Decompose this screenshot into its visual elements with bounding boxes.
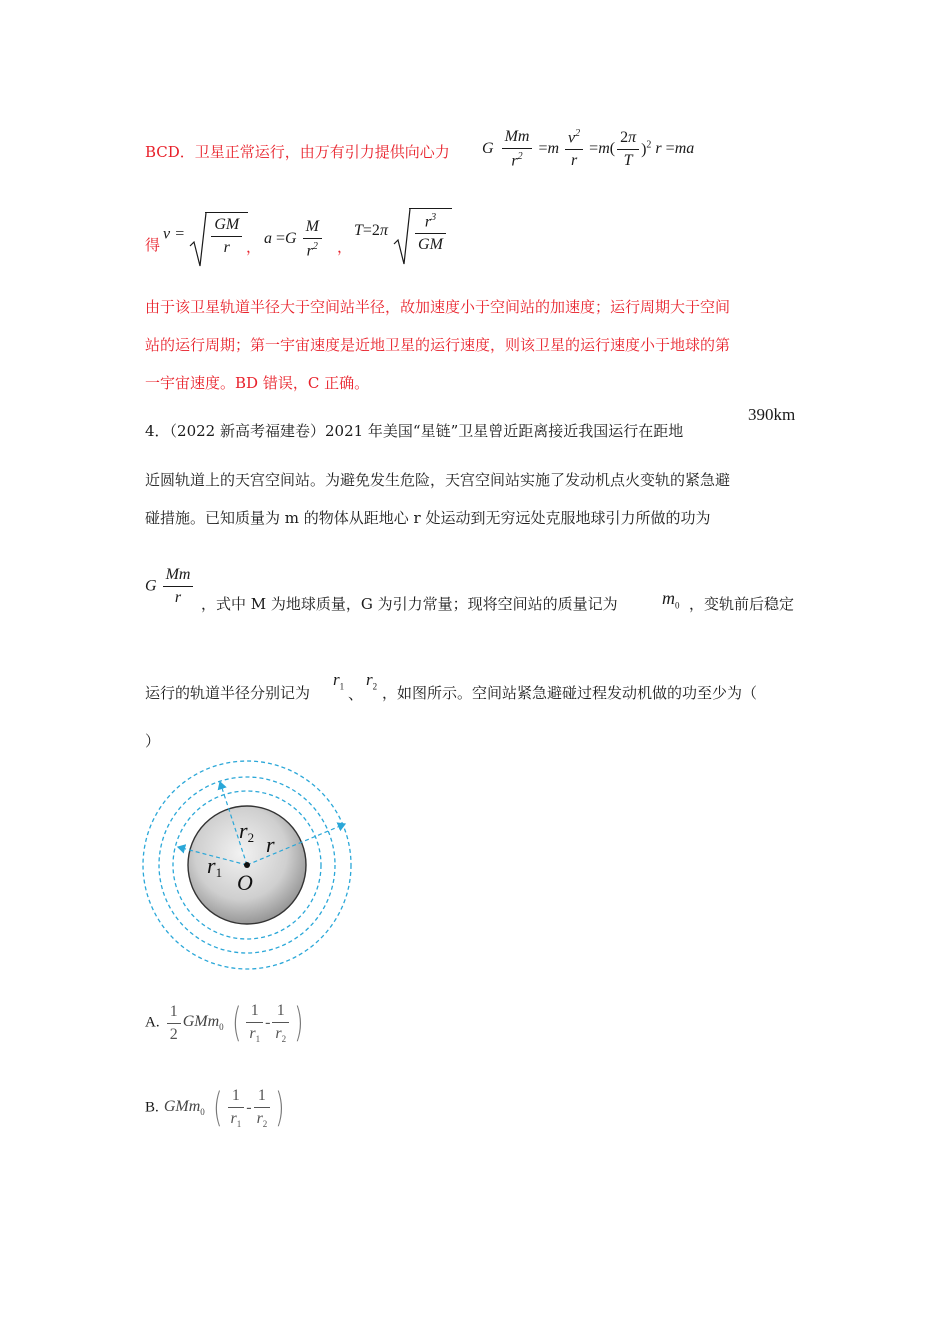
center-point	[244, 862, 250, 868]
question-line-5	[145, 683, 310, 703]
comma-1: ，	[246, 238, 262, 256]
question-distance: 390km	[748, 405, 796, 424]
diagram-label-r2: r2	[239, 818, 255, 845]
answer-paragraph-line-3: 一宇宙速度。BD 错误，C 正确。	[145, 374, 370, 392]
answer-paragraph-line-1: 由于该卫星轨道半径大于空间站半径，故加速度小于空间站的加速度；运行周期大于空间	[145, 298, 731, 316]
question-line-4	[201, 594, 618, 614]
work-formula: G $\frac{Mm}{r}$	[145, 566, 195, 607]
m0-symbol: $m_0$	[662, 588, 680, 611]
option-b-letter: B.	[145, 1099, 159, 1116]
derived-formulas-line	[145, 235, 160, 255]
question-line-1: 4．（2022 新高考福建卷）2021 年美国“星链”卫星曾近距离接近我国运行在距地	[145, 422, 684, 440]
diagram-label-O: O	[237, 870, 253, 895]
question-line-2: 近圆轨道上的天宫空间站。为避免发生危险，天宫空间站实施了发动机点火变轨的紧急避	[145, 471, 731, 489]
question-line-3: 碰措施。已知质量为 m 的物体从距地心 r 处运动到无穷远处克服地球引力所做的功为	[145, 509, 711, 527]
answer-bcd-line	[145, 141, 450, 162]
diagram-label-r1: r1	[207, 853, 223, 880]
bcd-lead-text: BCD．卫星正常运行，由万有引力提供向心力	[145, 143, 450, 161]
comma-2: ，	[337, 238, 353, 256]
question-line-4-text: ，式中 M 为地球质量，G 为引力常量；现将空间站的质量记为	[201, 595, 618, 613]
answer-paragraph-line-2: 站的运行周期；第一宇宙速度是近地卫星的运行速度，则该卫星的运行速度小于地球的第	[145, 336, 731, 354]
question-line-5-sep: 、	[348, 685, 364, 703]
question-line-5-b: ，如图所示。空间站紧急避碰过程发动机做的功至少为（	[382, 684, 758, 702]
option-b[interactable]: B. GMm$_0$ ( $\frac{1}{r_1}$ - $\frac{1}{r_2}$ )	[145, 1085, 285, 1131]
question-line-4-tail: ，变轨前后稳定	[689, 595, 795, 613]
acceleration-formula: a =G $\frac{M}{r^2}$	[264, 218, 324, 260]
orbit-diagram	[142, 760, 357, 975]
r1-symbol: $r_1$	[333, 670, 345, 692]
question-line-5-a: 运行的轨道半径分别记为	[145, 684, 311, 702]
option-a[interactable]: A. $\frac{1}{2}$ GMm$_0$ ( $\frac{1}{r_1}$ - $\frac{1}{r_2}$ )	[145, 1000, 304, 1046]
r2-symbol: $r_2$	[366, 670, 378, 692]
period-formula: T=2π $\frac{r^3}{GM}$	[354, 208, 452, 254]
option-a-letter: A.	[145, 1014, 160, 1031]
centripetal-formula: G $\frac{Mm}{r^2}$ =m $\frac{v^2}{r}$ =m( $\frac{2\pi}{T}$ )$^2$ r =ma	[482, 128, 695, 170]
velocity-formula: v = $\frac{GM}{r}$	[163, 212, 248, 257]
question-line-6: ）	[145, 732, 161, 750]
diagram-label-r: r	[266, 832, 275, 857]
de-word: 得	[145, 236, 161, 254]
